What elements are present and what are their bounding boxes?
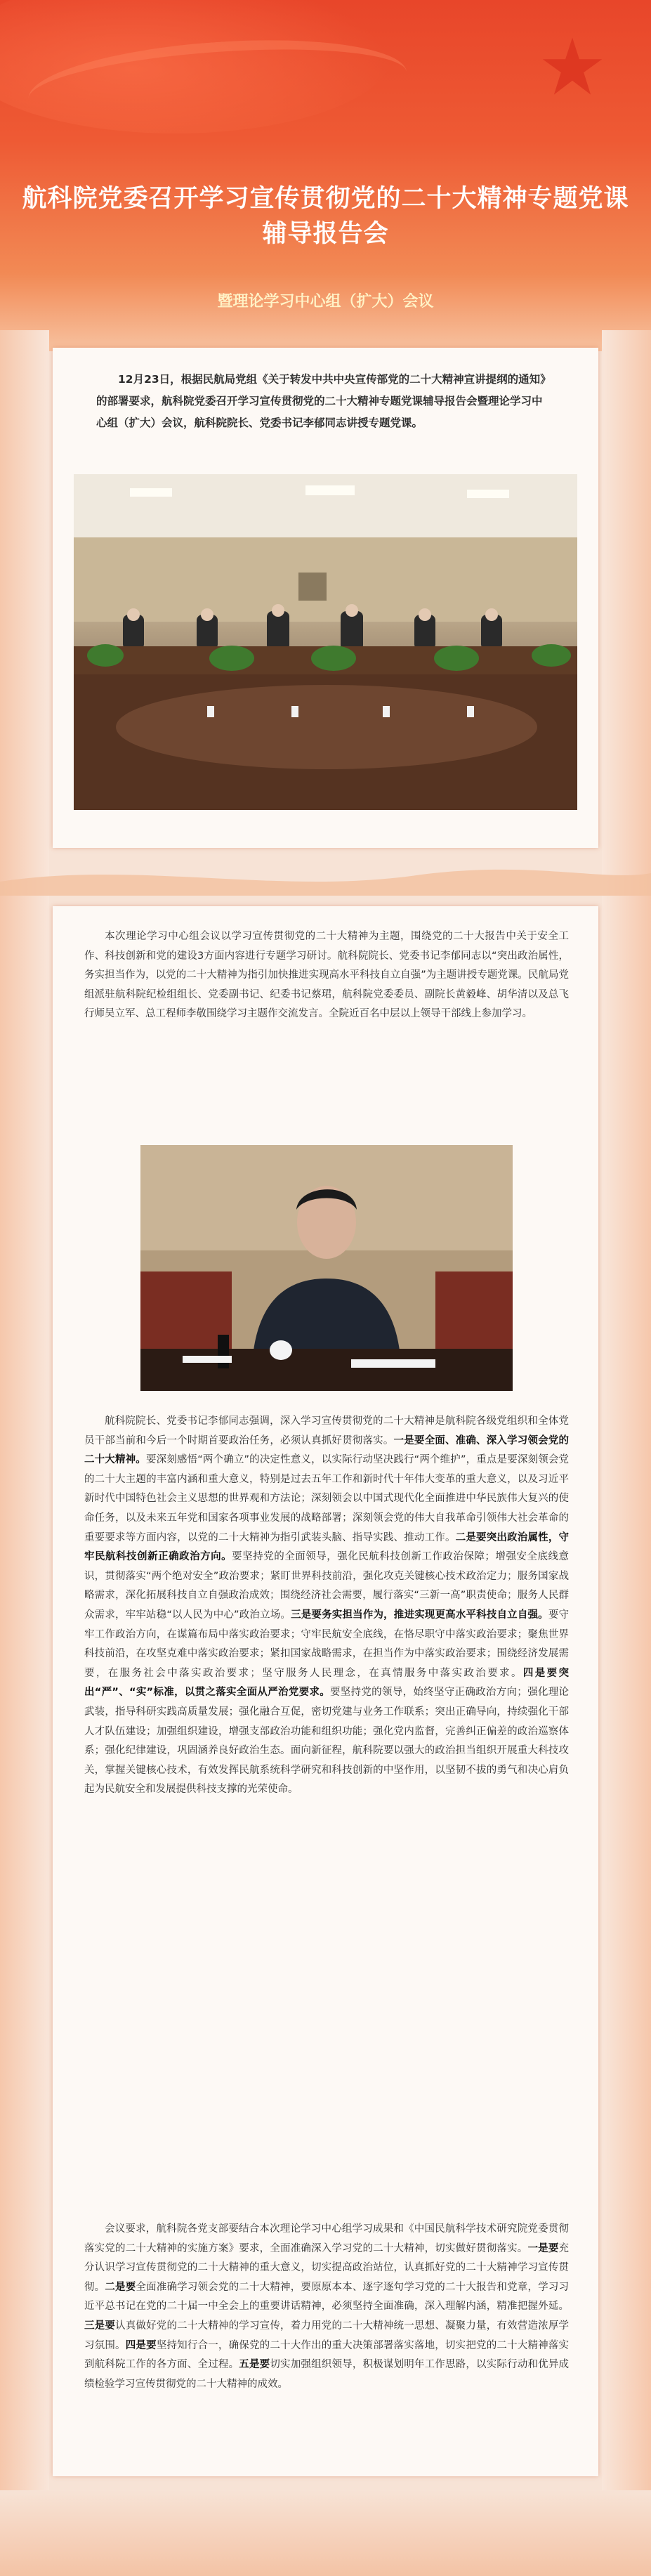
body-paragraph-1: 本次理论学习中心组会议以学习宣传贯彻党的二十大精神为主题，围绕党的二十大报告中关于安全工作、科技创新和党的建设3方面内容进行专题学习研讨。航科院院长、党委书记李郁同志以“突出政治属性，务实担当作为，以党的二十大精神为指引加快推进实现高水平科技自立自强”为主题讲授专题党课。民航局党组派驻航科院纪检组组长、党委副书记、纪委书记蔡珺，航科院党委委员、副院长黄毅峰、胡华清以及总飞行师吴立军、总工程师李敬围绕学习主题作交流发言。全院近百名中层以上领导干部线上参加学习。 — [84, 931, 569, 1020]
left-border-decoration — [0, 330, 49, 2571]
body-paragraph-2: 航科院院长、党委书记李郁同志强调，深入学习宣传贯彻党的二十大精神是航科院各级党组织和全体党员干部当前和今后一个时期首要政治任务，必须认真抓好贯彻落实。一是要全面、准确、深入学习领会党的二十大精神。要深刻感悟“两个确立”的决定性意义，以实际行动坚决践行“两个维护”，重点是要深刻领会党的二十大主题的丰富内涵和重大意义，特别是过去五年工作和新时代十年伟大变革的重大意义，以及习近平新时代中国特色社会主义思想的世界观和方法论；深刻领会以中国式现代化全面推进中华民族伟大复兴的使命任务，以及未来五年党和国家各项事业发展的战略部署；深刻领会党的伟大自我革命引领伟大社会革命的重要要求等方面内容，以党的二十大精神为指引武装头脑、指导实践、推动工作。二是要突出政治属性，守牢民航科技创新正确政治方向。要坚持党的全面领导，强化民航科技创新工作政治保障；增强安全底线意识，贯彻落实“两个绝对安全”政治要求；紧盯世界科技前沿，强化攻克关键核心技术政治定力；服务国家战略需求，深化拓展科技自立自强政治成效；围绕经济社会需要，履行落实“三新一高”职责使命；服务人民群众需求，牢牢站稳“以人民为中心”政治立场。三是要务实担当作为，推进实现更高水平科技自立自强。要守牢工作政治方向，在谋篇布局中落实政治要求；守牢民航安全底线，在恪尽职守中落实政治要求；聚焦世界科技前沿，在攻坚克难中落实政治要求；紧扣国家战略需求，在担当作为中落实政治要求；围绕经济发展需要，在服务社会中落实政治要求；坚守服务人民理念，在真情服务中落实政治要求。四是要突出“严”、“实”标准，以贯之落实全面从严治党要求。要坚持党的领导，始终坚守正确政治方向；强化理论武装，指导科研实践高质量发展；强化融合互促，密切党建与业务工作联系；突出正确导向，持续强化干部人才队伍建设；加强组织建设，增强支部政治功能和组织功能；强化党内监督，完善纠正偏差的政治巡察体系；强化纪律建设，巩固涵养良好政治生态。面向新征程，航科院要以强大的政治担当组织开展重大科技攻关，掌握关键核心技术，有效发挥民航系统科学研究和科技创新的中坚作用，以坚韧不拔的勇气和决心肩负起为民航安全和发展提供科技支撑的光荣使命。 — [84, 1416, 570, 1796]
body-card — [53, 906, 598, 2476]
speaker-photo — [140, 1145, 513, 1391]
page-subtitle: 暨理论学习中心组（扩大）会议 — [217, 293, 434, 310]
meeting-room-photo — [74, 474, 577, 810]
intro-card — [53, 348, 598, 848]
speaker-photo-illustration — [140, 1145, 513, 1391]
body-paragraph-3: 会议要求，航科院各党支部要结合本次理论学习中心组学习成果和《中国民航科学技术研究院党委贯彻落实党的二十大精神的实施方案》要求，全面准确深入学习党的二十大精神，切实做好贯彻落实。一是要充分认识学习宣传贯彻党的二十大精神的重大意义，切实提高政治站位，认真抓好党的二十大精神学习宣传贯彻。二是要全面准确学习领会党的二十大精神，要原原本本、逐字逐句学习党的二十大报告和党章，学习习近平总书记在党的二十届一中全会上的重要讲话精神，必须坚持全面准确，深入理解内涵，精准把握外延。三是要认真做好党的二十大精神的学习宣传，着力用党的二十大精神统一思想、凝聚力量，有效营造浓厚学习氛围。四是要坚持知行合一，确保党的二十大作出的重大决策部署落实落地，切实把党的二十大精神落实到航科院工作的各方面、全过程。五是要切实加强组织领导，积极谋划明年工作思路，以实际行动和优异成绩检验学习宣传贯彻党的二十大精神的成效。 — [84, 2223, 570, 2390]
wave-divider — [0, 861, 651, 896]
intro-paragraph: 12月23日，根据民航局党组《关于转发中共中央宣传部党的二十大精神宣讲提纲的通知》的部署要求，航科院党委召开学习宣传贯彻党的二十大精神专题党课辅导报告会暨理论学习中心组（扩大）会议，航科院院长、党委书记李郁同志讲授专题党课。 — [96, 373, 551, 429]
header-banner — [0, 0, 651, 351]
page-title: 航科院党委召开学习宣传贯彻党的二十大精神专题党课辅导报告会 — [22, 185, 629, 248]
meeting-photo-illustration — [74, 474, 577, 810]
footer-decoration — [0, 2490, 651, 2576]
right-border-decoration — [602, 330, 651, 2571]
star-icon — [541, 35, 604, 98]
